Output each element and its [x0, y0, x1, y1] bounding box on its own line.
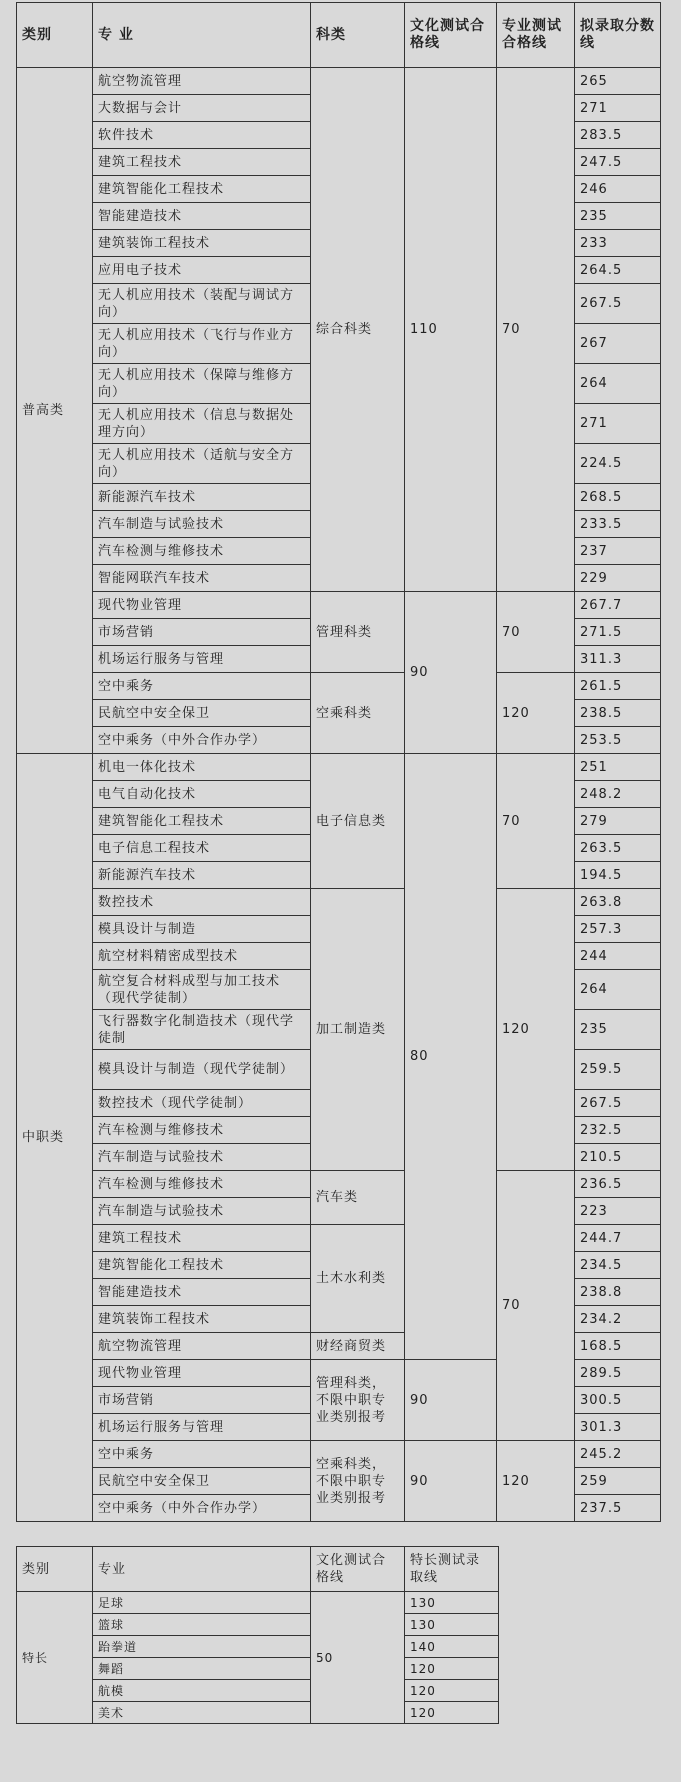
major-name: 市场营销 — [93, 619, 311, 646]
admission-score: 238.8 — [575, 1279, 661, 1306]
major-name: 航模 — [93, 1680, 311, 1702]
admission-score: 261.5 — [575, 673, 661, 700]
subject-dianzi: 电子信息类 — [311, 754, 405, 889]
major-name: 模具设计与制造（现代学徒制） — [93, 1050, 311, 1090]
major-name: 航空材料精密成型技术 — [93, 943, 311, 970]
major-name: 汽车检测与维修技术 — [93, 1171, 311, 1198]
major-name: 智能建造技术 — [93, 203, 311, 230]
table-row — [17, 592, 661, 619]
specialty-score: 120 — [405, 1658, 499, 1680]
major-name: 电气自动化技术 — [93, 781, 311, 808]
major-name: 建筑智能化工程技术 — [93, 176, 311, 203]
major-name: 机场运行服务与管理 — [93, 1414, 311, 1441]
header-professional-line: 专业测试合格线 — [497, 3, 575, 68]
major-name: 新能源汽车技术 — [93, 484, 311, 511]
subject-kongcheng: 空乘科类 — [311, 673, 405, 754]
table-row — [17, 673, 661, 700]
specialty-score: 120 — [405, 1702, 499, 1724]
header-subject: 科类 — [311, 3, 405, 68]
major-name: 汽车检测与维修技术 — [93, 1117, 311, 1144]
admission-score: 235 — [575, 1010, 661, 1050]
culture-line-90: 90 — [405, 1441, 497, 1522]
specialty-table-body — [17, 1547, 499, 1724]
admission-score: 267.5 — [575, 284, 661, 324]
admission-score: 229 — [575, 565, 661, 592]
admission-score: 237 — [575, 538, 661, 565]
admission-score: 236.5 — [575, 1171, 661, 1198]
admission-score: 168.5 — [575, 1333, 661, 1360]
admission-score: 301.3 — [575, 1414, 661, 1441]
admission-score: 283.5 — [575, 122, 661, 149]
major-name: 现代物业管理 — [93, 592, 311, 619]
admission-score: 224.5 — [575, 444, 661, 484]
admission-score: 253.5 — [575, 727, 661, 754]
admission-score: 259 — [575, 1468, 661, 1495]
admission-score: 267.7 — [575, 592, 661, 619]
major-name: 应用电子技术 — [93, 257, 311, 284]
major-name: 民航空中安全保卫 — [93, 1468, 311, 1495]
culture-line-90: 90 — [405, 1360, 497, 1441]
admission-score: 271 — [575, 404, 661, 444]
professional-line-120: 120 — [497, 1441, 575, 1522]
admission-score: 235 — [575, 203, 661, 230]
admission-score: 237.5 — [575, 1495, 661, 1522]
major-name: 机电一体化技术 — [93, 754, 311, 781]
major-name: 汽车制造与试验技术 — [93, 1198, 311, 1225]
admission-score: 248.2 — [575, 781, 661, 808]
major-name: 智能建造技术 — [93, 1279, 311, 1306]
table-row — [17, 1171, 661, 1198]
admission-table-body — [17, 3, 661, 1522]
major-name: 民航空中安全保卫 — [93, 700, 311, 727]
admission-score: 271 — [575, 95, 661, 122]
admission-score: 232.5 — [575, 1117, 661, 1144]
admission-score: 246 — [575, 176, 661, 203]
culture-line-90: 90 — [405, 592, 497, 754]
category-putong: 普高类 — [17, 68, 93, 754]
table-row — [17, 889, 661, 916]
header-category: 类别 — [17, 3, 93, 68]
major-name: 汽车制造与试验技术 — [93, 1144, 311, 1171]
admission-score: 265 — [575, 68, 661, 95]
specialty-score: 130 — [405, 1614, 499, 1636]
culture-line-110: 110 — [405, 68, 497, 592]
major-name: 空中乘务（中外合作办学） — [93, 1495, 311, 1522]
specialty-header-category: 类别 — [17, 1547, 93, 1592]
admission-score: 234.2 — [575, 1306, 661, 1333]
major-name: 航空物流管理 — [93, 1333, 311, 1360]
admission-score: 244.7 — [575, 1225, 661, 1252]
specialty-header-major: 专业 — [93, 1547, 311, 1592]
major-name: 建筑工程技术 — [93, 1225, 311, 1252]
admission-score: 194.5 — [575, 862, 661, 889]
major-name: 软件技术 — [93, 122, 311, 149]
major-name: 现代物业管理 — [93, 1360, 311, 1387]
admission-score: 289.5 — [575, 1360, 661, 1387]
major-name: 空中乘务 — [93, 673, 311, 700]
admission-score: 264.5 — [575, 257, 661, 284]
major-name: 汽车制造与试验技术 — [93, 511, 311, 538]
major-name: 空中乘务 — [93, 1441, 311, 1468]
specialty-header-specialty-line: 特长测试录取线 — [405, 1547, 499, 1592]
specialty-score: 140 — [405, 1636, 499, 1658]
table-row — [17, 1441, 661, 1468]
header-culture-line: 文化测试合格线 — [405, 3, 497, 68]
admission-score: 234.5 — [575, 1252, 661, 1279]
admission-score: 271.5 — [575, 619, 661, 646]
major-name: 无人机应用技术（适航与安全方向） — [93, 444, 311, 484]
specialty-score: 130 — [405, 1592, 499, 1614]
major-name: 电子信息工程技术 — [93, 835, 311, 862]
admission-score: 251 — [575, 754, 661, 781]
major-name: 无人机应用技术（保障与维修方向） — [93, 364, 311, 404]
subject-qiche: 汽车类 — [311, 1171, 405, 1225]
professional-line-70: 70 — [497, 1171, 575, 1441]
major-name: 建筑装饰工程技术 — [93, 230, 311, 257]
major-name: 航空物流管理 — [93, 68, 311, 95]
major-name: 空中乘务（中外合作办学） — [93, 727, 311, 754]
category-zhongzhi: 中职类 — [17, 754, 93, 1522]
professional-line-70: 70 — [497, 754, 575, 889]
major-name: 汽车检测与维修技术 — [93, 538, 311, 565]
professional-line-70: 70 — [497, 592, 575, 673]
admission-score: 263.5 — [575, 835, 661, 862]
admission-score: 244 — [575, 943, 661, 970]
major-name: 舞蹈 — [93, 1658, 311, 1680]
professional-line-120: 120 — [497, 673, 575, 754]
admission-score: 245.2 — [575, 1441, 661, 1468]
admission-score: 279 — [575, 808, 661, 835]
admission-score: 223 — [575, 1198, 661, 1225]
admission-score: 268.5 — [575, 484, 661, 511]
professional-line-120: 120 — [497, 889, 575, 1171]
admission-score: 233.5 — [575, 511, 661, 538]
major-name: 智能网联汽车技术 — [93, 565, 311, 592]
major-name: 美术 — [93, 1702, 311, 1724]
table-row — [17, 754, 661, 781]
admission-score: 259.5 — [575, 1050, 661, 1090]
admission-score: 233 — [575, 230, 661, 257]
admission-score: 311.3 — [575, 646, 661, 673]
major-name: 飞行器数字化制造技术（现代学徒制 — [93, 1010, 311, 1050]
admission-score: 238.5 — [575, 700, 661, 727]
major-name: 市场营销 — [93, 1387, 311, 1414]
major-name: 建筑智能化工程技术 — [93, 1252, 311, 1279]
major-name: 建筑智能化工程技术 — [93, 808, 311, 835]
specialty-score-table — [16, 1546, 499, 1724]
admission-score: 263.8 — [575, 889, 661, 916]
major-name: 大数据与会计 — [93, 95, 311, 122]
major-name: 新能源汽车技术 — [93, 862, 311, 889]
admission-score: 267.5 — [575, 1090, 661, 1117]
subject-guanli: 管理科类 — [311, 592, 405, 673]
category-specialty: 特长 — [17, 1592, 93, 1724]
major-name: 数控技术（现代学徒制） — [93, 1090, 311, 1117]
table-row — [17, 1592, 499, 1614]
subject-jiagong: 加工制造类 — [311, 889, 405, 1171]
admission-score: 264 — [575, 364, 661, 404]
specialty-score: 120 — [405, 1680, 499, 1702]
major-name: 模具设计与制造 — [93, 916, 311, 943]
major-name: 数控技术 — [93, 889, 311, 916]
major-name: 建筑装饰工程技术 — [93, 1306, 311, 1333]
major-name: 无人机应用技术（装配与调试方向） — [93, 284, 311, 324]
major-name: 航空复合材料成型与加工技术（现代学徒制） — [93, 970, 311, 1010]
table-row — [17, 68, 661, 95]
culture-line-80: 80 — [405, 754, 497, 1360]
header-admission-score: 拟录取分数线 — [575, 3, 661, 68]
header-row — [17, 3, 661, 68]
specialty-header-culture-line: 文化测试合格线 — [311, 1547, 405, 1592]
admission-score: 247.5 — [575, 149, 661, 176]
header-major: 专 业 — [93, 3, 311, 68]
admission-score: 264 — [575, 970, 661, 1010]
culture-line-50: 50 — [311, 1592, 405, 1724]
subject-caijing: 财经商贸类 — [311, 1333, 405, 1360]
major-name: 无人机应用技术（飞行与作业方向） — [93, 324, 311, 364]
admission-score: 210.5 — [575, 1144, 661, 1171]
major-name: 机场运行服务与管理 — [93, 646, 311, 673]
subject-guanli-open: 管理科类，不限中职专业类别报考 — [311, 1360, 405, 1441]
professional-line-70: 70 — [497, 68, 575, 592]
major-name: 足球 — [93, 1592, 311, 1614]
subject-zonghe: 综合科类 — [311, 68, 405, 592]
subject-kongcheng-open: 空乘科类，不限中职专业类别报考 — [311, 1441, 405, 1522]
subject-tumu: 土木水利类 — [311, 1225, 405, 1333]
specialty-header-row — [17, 1547, 499, 1592]
admission-score: 257.3 — [575, 916, 661, 943]
admission-score: 300.5 — [575, 1387, 661, 1414]
major-name: 篮球 — [93, 1614, 311, 1636]
major-name: 跆拳道 — [93, 1636, 311, 1658]
admission-score-table — [16, 2, 661, 1522]
major-name: 建筑工程技术 — [93, 149, 311, 176]
admission-score: 267 — [575, 324, 661, 364]
major-name: 无人机应用技术（信息与数据处理方向） — [93, 404, 311, 444]
